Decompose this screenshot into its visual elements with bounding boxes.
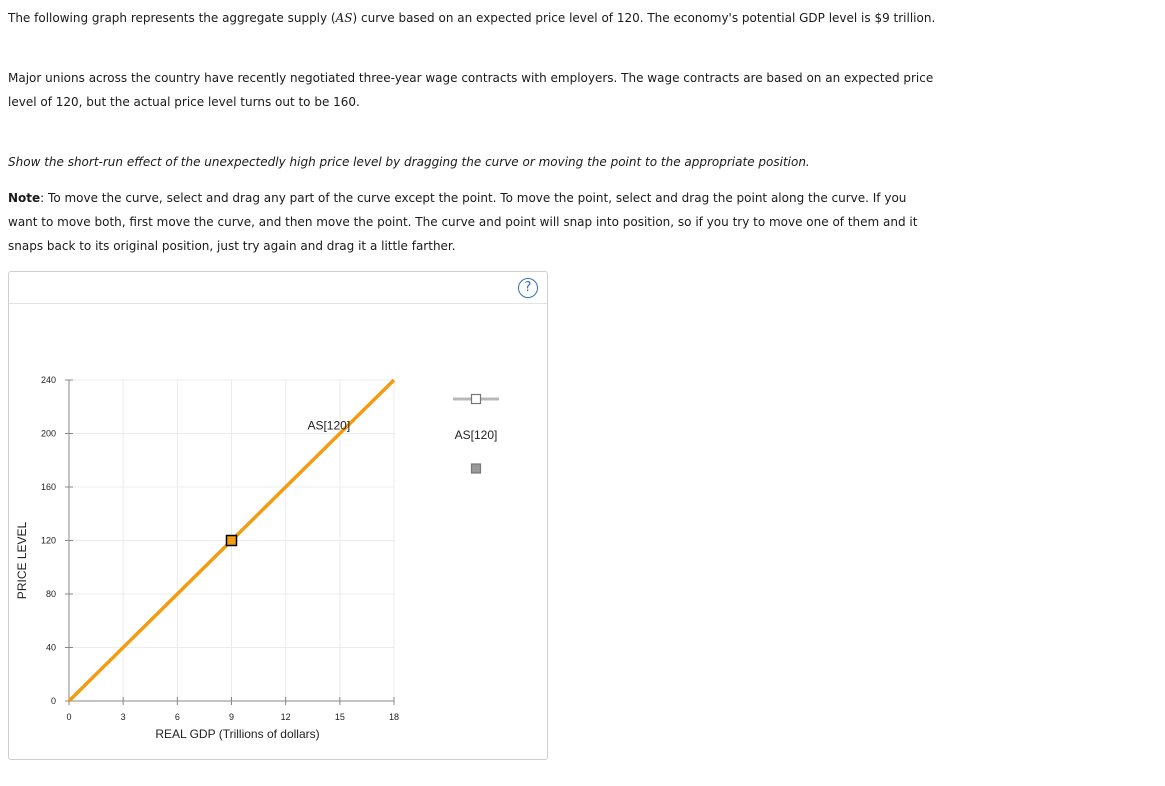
y-tick-label: 40 bbox=[45, 642, 56, 653]
intro-text-a: The following graph represents the aggregate supply ( bbox=[8, 11, 336, 25]
as-chart bbox=[9, 272, 549, 761]
y-tick-label: 160 bbox=[40, 482, 56, 492]
palette-curve-tool-point[interactable] bbox=[472, 395, 481, 404]
y-tick-label: 80 bbox=[45, 589, 56, 599]
as-point[interactable] bbox=[227, 536, 237, 546]
as-curve-label: AS[120] bbox=[307, 418, 351, 433]
y-tick-label: 0 bbox=[50, 696, 56, 706]
graph-panel bbox=[8, 271, 548, 760]
x-tick-label: 9 bbox=[228, 712, 235, 722]
y-tick-label: 120 bbox=[40, 535, 56, 546]
intro-text-b: ) curve based on an expected price level of 120. The economy's potential GDP level is $9 trillion. bbox=[352, 11, 936, 25]
x-tick-label: 6 bbox=[174, 712, 180, 722]
x-tick-label: 18 bbox=[388, 712, 400, 722]
y-tick-label: 200 bbox=[40, 428, 56, 439]
note-label: Note bbox=[8, 191, 41, 205]
intro-paragraph-2: Major unions across the country have recently negotiated three-year wage contracts with employers. The wage contracts are based on an expected price level of 120, but the actual price level turns out to be 160. bbox=[8, 71, 934, 109]
question-circle-icon[interactable]: ? bbox=[518, 278, 538, 298]
x-tick-label: 0 bbox=[66, 712, 72, 722]
note-text: : To move the curve, select and drag any part of the curve except the point. To move the point, select and drag the point along the curve. If you want to move both, first move the curve, and then move the point. The curve and point will snap into position, so if you try to move one of them and it snaps back to its original position, just try again and drag it a little farther. bbox=[8, 191, 918, 253]
note-paragraph bbox=[8, 186, 938, 258]
palette-point-tool[interactable] bbox=[472, 464, 481, 473]
y-axis-label: PRICE LEVEL bbox=[15, 521, 29, 600]
as-variable: AS bbox=[335, 11, 353, 25]
x-tick-label: 3 bbox=[120, 712, 126, 722]
x-tick-label: 12 bbox=[280, 712, 291, 722]
palette-curve-tool-label: AS[120] bbox=[454, 428, 498, 442]
x-tick-label: 15 bbox=[334, 712, 345, 722]
intro-paragraph-1 bbox=[8, 6, 938, 30]
instruction-paragraph: Show the short-run effect of the unexpectedly high price level by dragging the curve or moving the point to the appropriate position. bbox=[8, 155, 810, 169]
y-tick-label: 240 bbox=[40, 375, 56, 385]
x-axis-label: REAL GDP (Trillions of dollars) bbox=[155, 727, 320, 741]
